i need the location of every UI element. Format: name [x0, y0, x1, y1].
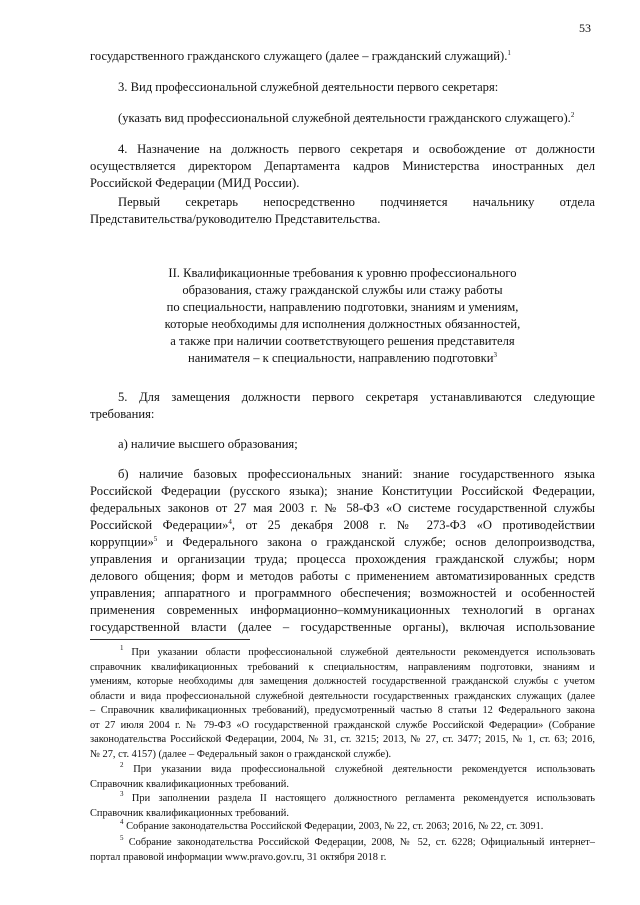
footnote-ref: 2 [570, 111, 575, 119]
section-heading-line: которые необходимы для исполнения должностных обязанностей, [164, 317, 521, 331]
footnote-line [90, 763, 595, 778]
item-3: 3. Вид профессиональной служебной деятельности первого секретаря: [118, 80, 499, 94]
footnote-ref: 5 [153, 535, 158, 543]
subordination-paragraph [90, 194, 595, 228]
item-5b-line: федеральных законов от 27 мая 2003 г. № 58-ФЗ «О системе государственной службы [90, 501, 595, 515]
item-5b-line: государственной власти (далее – государственные органы), включая использование [90, 620, 595, 634]
footnote-4 [90, 820, 595, 835]
footnote-mark: 4 [120, 818, 124, 826]
footnote-line: законодательства Российской Федерации, 2004, № 31, ст. 3215; 2013, № 27, ст. 3477; 2015, № 1, ст. 63; 2016, [90, 734, 595, 745]
item-5b-text: Российской Федерации» [90, 518, 229, 532]
footnote-text: При заполнении раздела II настоящего должностного регламента рекомендуется использовать [131, 793, 595, 804]
subordination-line: Представительства/руководителю Представительства. [90, 212, 381, 226]
page-number: 53 [579, 21, 591, 35]
footnote-text: Собрание законодательства Российской Федерации, 2003, № 22, ст. 2063; 2016, № 22, ст. 3091. [126, 821, 544, 832]
footnote-mark: 3 [120, 790, 124, 798]
footnote-text: Собрание законодательства Российской Федерации, 2008, № 52, ст. 6228; Официальный интернет– [128, 837, 595, 848]
item-5b-line: делового общения; форм и методов работы с применением автоматизированных средств [90, 569, 595, 583]
item-4-line: Российской Федерации (МИД России). [90, 176, 300, 190]
footnote-line: Справочник квалификационных требований. [90, 807, 289, 819]
footnote-line [90, 792, 595, 807]
footnote-mark: 2 [120, 761, 124, 769]
continued-line [90, 48, 530, 65]
item-5a: а) наличие высшего образования; [118, 437, 298, 451]
item-4-line: 4. Назначение на должность первого секретаря и освобождение от должности [118, 142, 595, 156]
footnote-text: При указании области профессиональной служебной деятельности рекомендуется использовать [131, 647, 595, 658]
section-heading-line: а также при наличии соответствующего решения представителя [170, 334, 515, 348]
footnote-line: от 27 июля 2004 г. № 79-ФЗ «О государственной гражданской службе Российской Федерации» (Собрание [90, 719, 595, 731]
item-4 [90, 141, 595, 192]
item-5b-line [90, 534, 595, 551]
footnote-line: № 27, ст. 4157) (далее – Федеральный закон о гражданской службе). [90, 748, 392, 760]
section-heading-line: II. Квалификационные требования к уровню профессионального [168, 266, 517, 280]
footnote-line: портал правовой информации www.pravo.gov.ru, 31 октября 2018 г. [90, 851, 387, 863]
footnote-ref: 4 [228, 518, 232, 526]
item-5b-line: управления и организации труда; процесса прохождения гражданской службы; норм [90, 552, 595, 566]
continued-line-text: государственного гражданского служащего (далее – гражданский служащий). [90, 49, 508, 63]
footnote-2 [90, 763, 595, 792]
item-5b-line: управления; аппаратного и программного обеспечения; возможностей и особенностей [90, 586, 595, 600]
item-4-line: осуществляется директором Департамента кадров Министерства иностранных дел [90, 159, 595, 173]
footnote-line: умениям, которые необходимы для замещения должностей государственной гражданской службы с учетом [90, 676, 595, 687]
item-5b-line: Российской Федерации (русского языка); знание Конституции Российской Федерации, [90, 484, 595, 498]
section-heading-line: по специальности, направлению подготовки, знаниям и умениям, [166, 300, 519, 314]
footnote-line [90, 820, 595, 835]
section-heading-line: образования, стажу гражданской службы или стажу работы [182, 283, 503, 297]
item-5b [90, 466, 595, 636]
footnote-3 [90, 792, 595, 821]
item-5b-text: коррупции» [90, 535, 154, 549]
item-3-instruction [118, 110, 578, 127]
item-5-line: 5. Для замещения должности первого секретаря устанавливаются следующие [118, 390, 595, 404]
footnote-1 [90, 646, 595, 762]
footnote-line: справочник квалификационных требований к специальностям, направлениям подготовки, знаниям и [90, 661, 595, 673]
section-heading [90, 265, 595, 367]
footnote-separator [90, 639, 250, 640]
item-5b-text: , от 25 декабря 2008 г. № 273-ФЗ «О противодействии [231, 518, 595, 532]
footnote-line: – Справочник квалификационных требований), предусмотренный частью 8 статьи 12 Федерального закона [90, 705, 595, 716]
item-5b-text: и Федерального закона о гражданской службе; основ делопроизводства, [157, 535, 595, 549]
item-5b-line: применения современных информационно–коммуникационных технологий в органах [90, 603, 595, 617]
footnote-ref: 1 [507, 49, 511, 57]
item-5-line: требования: [90, 407, 155, 421]
footnote-5 [90, 836, 595, 865]
item-5b-line [90, 517, 595, 534]
item-3-instruction-text: (указать вид профессиональной служебной деятельности гражданского служащего). [118, 111, 571, 125]
footnote-line [90, 836, 595, 851]
section-heading-line [90, 350, 595, 367]
footnote-ref: 3 [493, 351, 498, 359]
subordination-line: Первый секретарь непосредственно подчиняется начальнику отдела [118, 195, 595, 209]
section-heading-text: нанимателя – к специальности, направлению подготовки [187, 351, 494, 365]
item-5b-line: б) наличие базовых профессиональных знаний: знание государственного языка [118, 467, 595, 481]
footnote-text: При указании вида профессиональной служебной деятельности рекомендуется использовать [133, 764, 595, 775]
footnote-line [90, 646, 595, 661]
footnote-mark: 5 [120, 834, 124, 842]
footnote-line: области и вида профессиональной служебной деятельности государственных гражданских служащих (далее [90, 690, 595, 702]
footnote-mark: 1 [120, 644, 124, 652]
footnote-line: Справочник квалификационных требований. [90, 778, 289, 790]
item-5 [90, 389, 595, 423]
